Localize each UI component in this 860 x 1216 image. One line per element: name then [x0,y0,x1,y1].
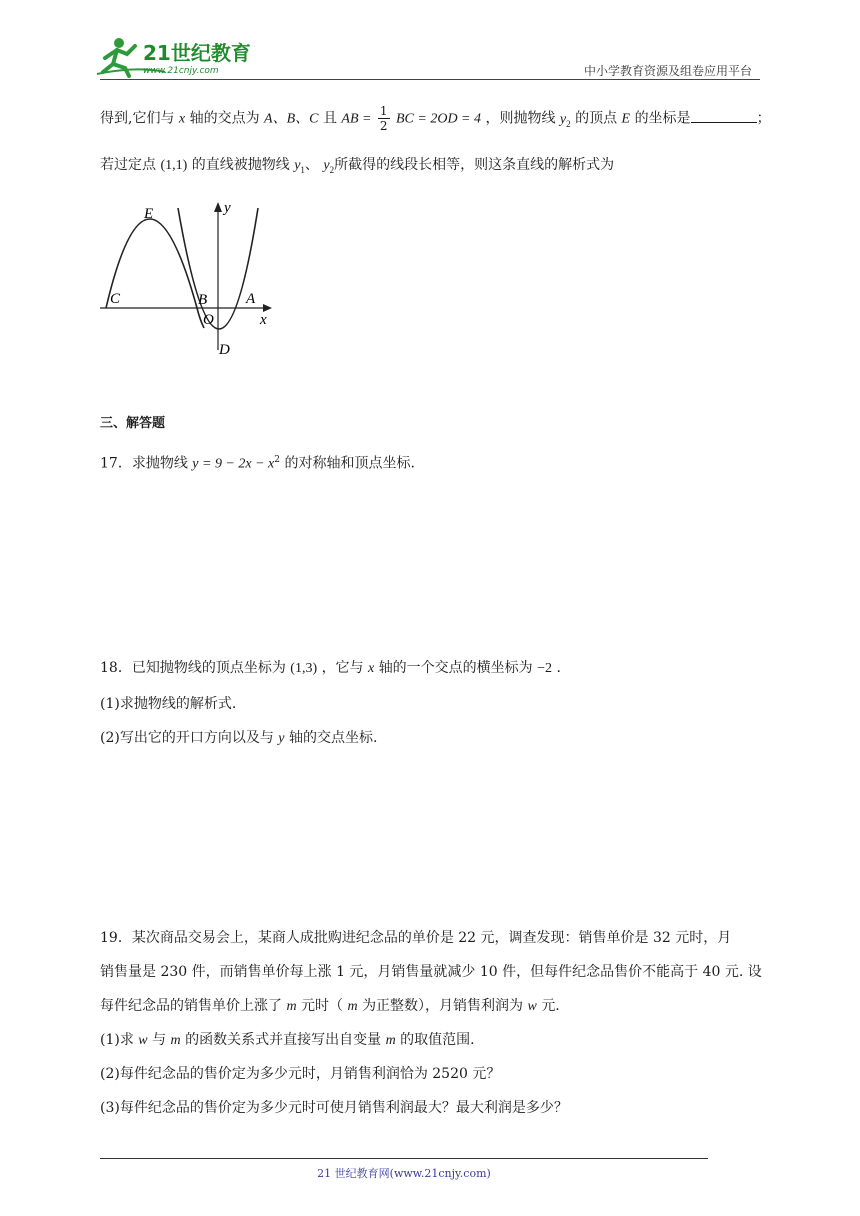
answer-blank[interactable] [691,108,757,123]
svg-text:21世纪教育: 21世纪教育 [143,41,251,65]
y-axis-arrow [214,202,222,212]
question-18-part2: (2)写出它的开口方向以及与 y 轴的交点坐标. [100,730,378,746]
x-axis-arrow [263,304,272,312]
svg-text:A: A [246,291,256,307]
q16-line2: 若过定点 (1,1) 的直线被抛物线 $y_1$、 $y_2$所截得的线段长相等，则这条直线的解析式为 [100,157,615,175]
question-18: 18．已知抛物线的顶点坐标为 (1,3) ，它与 x 轴的一个交点的横坐标为 −2 . [100,660,561,676]
site-name: 中小学教育资源及组卷应用平台 [583,64,752,78]
parabola-figure [96,196,286,358]
fraction-one-half: $\frac{1}{2}$ [379,104,388,133]
svg-text:C: C [110,291,121,307]
q16-line1: 得到,它们与 x 轴的交点为 A、B、C 且 AB = $\frac{1}{2}$ BC = 2OD = 4 ，则抛物线 $y_2$ 的顶点 E 的坐标是 ； [100,104,771,133]
svg-text:B: B [198,292,208,308]
svg-text:www.21cnjy.com: www.21cnjy.com [143,66,219,76]
question-19-part3: (3)每件纪念品的售价定为多少元时可使月销售利润最大？最大利润是多少？ [100,1100,568,1116]
question-18-part1: (1)求抛物线的解析式. [100,696,237,712]
question-17: 17．求抛物线 $y = 9 - 2x - x^2$ 的对称轴和顶点坐标. [100,455,415,472]
site-logo [95,36,260,78]
svg-text:E: E [144,206,154,222]
question-19-line1: 19．某次商品交易会上，某商人成批购进纪念品的单价是 22 元，调查发现：销售单价是 32 元时，月 [100,930,732,946]
section-title: 三、解答题 [100,416,166,431]
question-19-line2: 销售量是 230 件，而销售单价每上涨 1 元，月销售量就减少 10 件，但每件纪念品售价不能高于 40 元. 设 [100,964,762,980]
parabola-y1 [106,219,204,328]
question-19-line3: 每件纪念品的销售单价上涨了 m 元时（ m 为正整数），月销售利润为 w 元. [100,998,560,1014]
question-19-part2: (2)每件纪念品的售价定为多少元时，月销售利润恰为 2520 元？ [100,1066,501,1082]
svg-text:x: x [260,312,267,328]
question-19-part1: (1)求 w 与 m 的函数关系式并直接写出自变量 m 的取值范围. [100,1032,475,1048]
footer-link[interactable]: 21 世纪教育网(www.21cnjy.com) [317,1167,491,1180]
footer-divider [100,1158,708,1159]
svg-text:y: y [224,200,231,216]
header-divider [100,79,760,80]
svg-text:D: D [219,342,230,358]
svg-text:O: O [203,312,214,328]
